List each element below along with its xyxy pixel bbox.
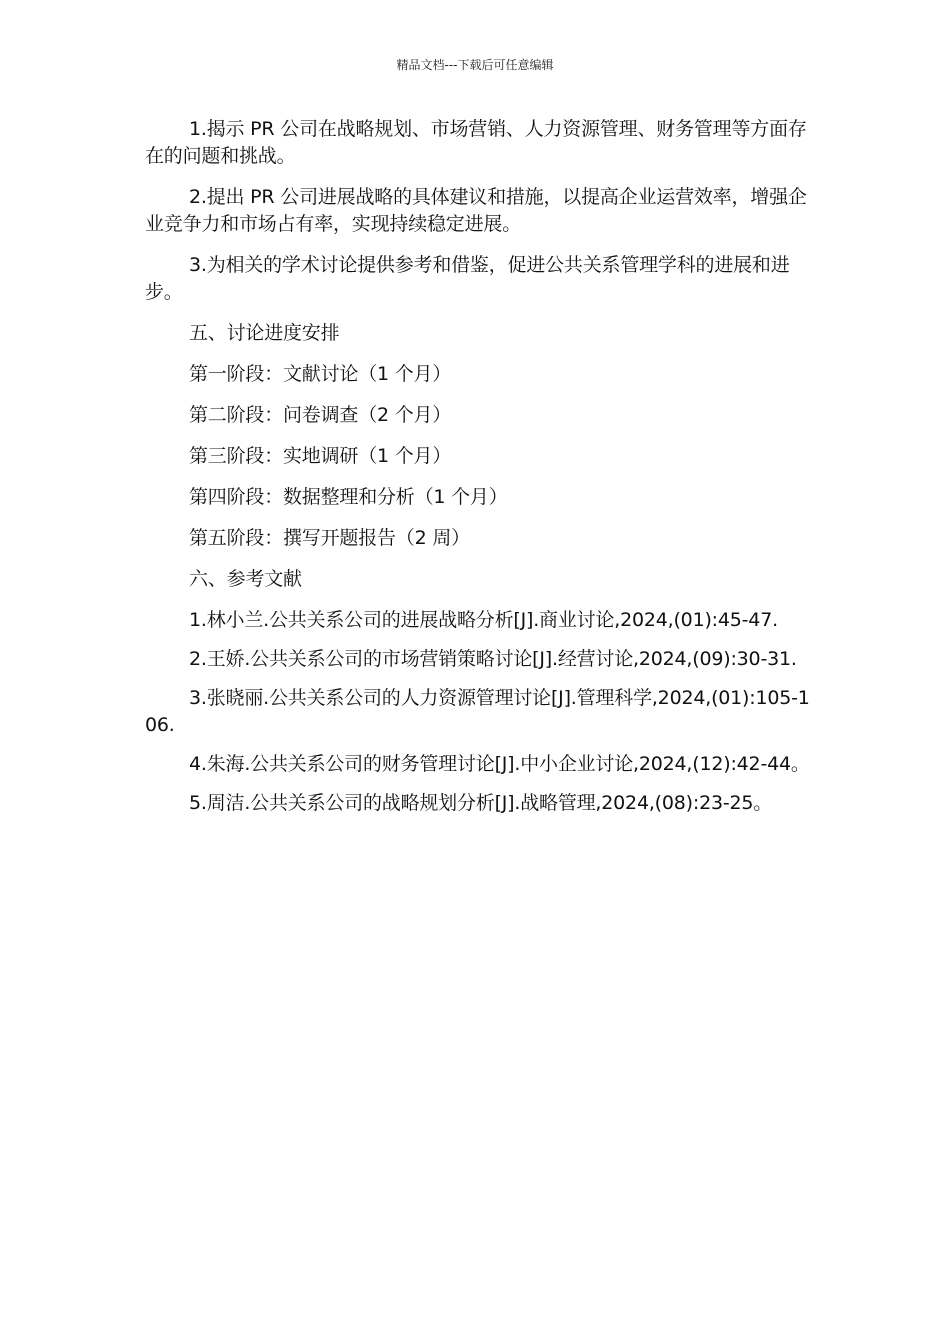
reference-5: 5.周洁.公共关系公司的战略规划分析[J].战略管理,2024,(08):23-25。 xyxy=(189,792,773,814)
reference-4: 4.朱海.公共关系公司的财务管理讨论[J].中小企业讨论,2024,(12):42-44。 xyxy=(189,753,810,775)
schedule-stage-4: 第四阶段：数据整理和分析（1 个月） xyxy=(189,486,508,508)
reference-3: 3.张晓丽.公共关系公司的人力资源管理讨论[J].管理科学,2024,(01):105-106. xyxy=(145,687,810,736)
page-header: 精品文档---下载后可任意编辑 xyxy=(396,58,554,72)
references-heading: 六、参考文献 xyxy=(189,568,302,590)
objective-2: 2.提出 PR 公司进展战略的具体建议和措施，以提高企业运营效率，增强企业竞争力和市场占有率，实现持续稳定进展。 xyxy=(145,186,807,235)
objective-3: 3.为相关的学术讨论提供参考和借鉴，促进公共关系管理学科的进展和进步。 xyxy=(145,254,790,303)
schedule-stage-2: 第二阶段：问卷调查（2 个月） xyxy=(189,404,452,426)
objective-1: 1.揭示 PR 公司在战略规划、市场营销、人力资源管理、财务管理等方面存在的问题和挑战。 xyxy=(145,118,807,167)
document-body xyxy=(145,116,810,829)
schedule-stage-3: 第三阶段：实地调研（1 个月） xyxy=(189,445,452,467)
schedule-heading: 五、讨论进度安排 xyxy=(189,322,340,344)
reference-2: 2.王娇.公共关系公司的市场营销策略讨论[J].经营讨论,2024,(09):30-31. xyxy=(189,648,797,670)
reference-1: 1.林小兰.公共关系公司的进展战略分析[J].商业讨论,2024,(01):45-47. xyxy=(189,609,778,631)
schedule-stage-1: 第一阶段：文献讨论（1 个月） xyxy=(189,363,452,385)
schedule-stage-5: 第五阶段：撰写开题报告（2 周） xyxy=(189,527,470,549)
